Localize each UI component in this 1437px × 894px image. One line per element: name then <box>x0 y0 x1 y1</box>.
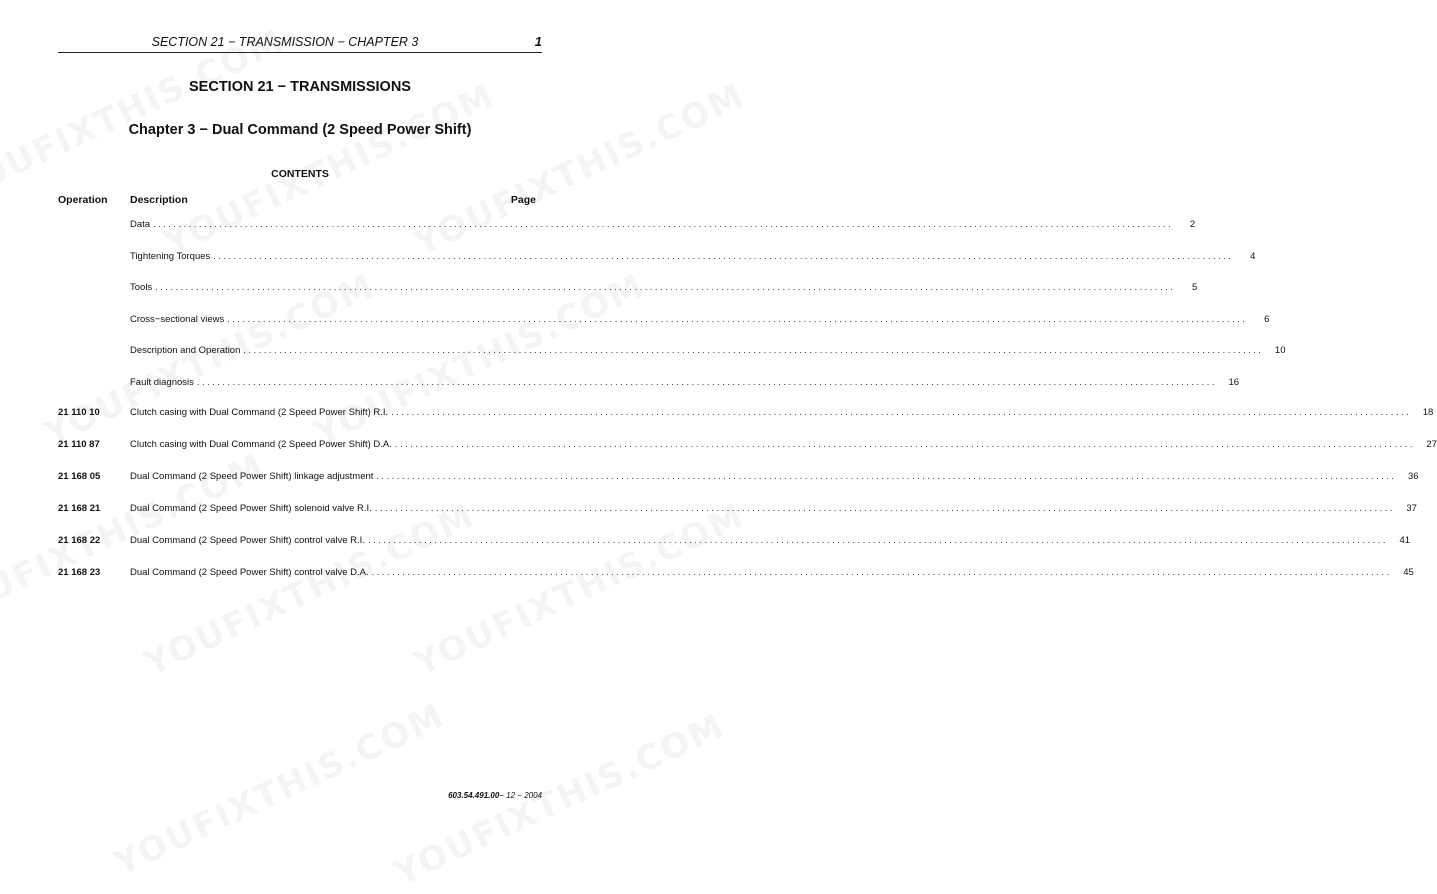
watermark <box>408 496 751 684</box>
page-footer <box>448 791 542 800</box>
page-header <box>58 34 542 53</box>
toc-entry[interactable] <box>58 219 1196 233</box>
dot-leader: ........................................................................................................................................................................................................ <box>243 345 1264 355</box>
column-header-operation: Operation <box>58 194 108 206</box>
entry-page: 10 <box>1274 345 1286 356</box>
dot-leader: ........................................................................................................................................................................................................ <box>394 439 1415 449</box>
dot-leader: ........................................................................................................................................................................................................ <box>376 471 1397 481</box>
dot-leader: ........................................................................................................................................................................................................ <box>153 219 1174 229</box>
contents-heading: CONTENTS <box>271 168 329 180</box>
entry-page: 37 <box>1406 503 1417 514</box>
entry-page: 4 <box>1250 251 1256 262</box>
entry-page: 5 <box>1192 282 1198 293</box>
entry-page: 27 <box>1426 439 1437 450</box>
dot-leader: ........................................................................................................................................................................................................ <box>371 567 1392 577</box>
operation-code: 21 110 87 <box>58 439 100 450</box>
entry-page: 6 <box>1264 314 1270 325</box>
watermark <box>138 496 481 684</box>
operation-code: 21 168 22 <box>58 535 101 546</box>
toc-entry[interactable] <box>58 567 1414 581</box>
entry-description: Description and Operation <box>130 345 241 356</box>
entry-description: Dual Command (2 Speed Power Shift) linkage adjustment <box>130 471 374 482</box>
toc-entry[interactable] <box>58 282 1198 296</box>
entry-description: Data <box>130 219 151 230</box>
operation-code: 21 168 05 <box>58 471 101 482</box>
operation-code: 21 168 23 <box>58 567 101 578</box>
operation-code: 21 110 10 <box>58 407 100 418</box>
entry-page: 36 <box>1407 471 1419 482</box>
entry-description: Clutch casing with Dual Command (2 Speed Power Shift) R.I. <box>130 407 389 418</box>
toc-entry[interactable] <box>58 503 1417 517</box>
toc-entry[interactable] <box>58 251 1256 265</box>
dot-leader: ........................................................................................................................................................................................................ <box>196 377 1218 387</box>
entry-description: Fault diagnosis <box>130 377 194 388</box>
header-title: SECTION 21 − TRANSMISSION − CHAPTER 3 <box>151 35 419 49</box>
toc-entry[interactable] <box>58 345 1286 359</box>
watermark <box>388 706 731 894</box>
entry-description: Tools <box>130 282 153 293</box>
entry-description: Dual Command (2 Speed Power Shift) control valve D.A. <box>130 567 369 578</box>
dot-leader: ........................................................................................................................................................................................................ <box>213 251 1234 261</box>
entry-description: Dual Command (2 Speed Power Shift) control valve R.I. <box>130 535 365 546</box>
column-header-page: Page <box>510 194 536 206</box>
section-title: SECTION 21 − TRANSMISSIONS <box>189 79 411 95</box>
entry-page: 16 <box>1228 377 1240 388</box>
entry-description: Dual Command (2 Speed Power Shift) solenoid valve R.I. <box>130 503 372 514</box>
toc-entry[interactable] <box>58 314 1270 328</box>
column-header-description: Description <box>130 194 188 206</box>
chapter-title: Chapter 3 − Dual Command (2 Speed Power Shift) <box>128 122 472 138</box>
entry-description: Cross−sectional views <box>130 314 225 325</box>
entry-page: 45 <box>1403 567 1414 578</box>
entry-page: 2 <box>1189 219 1196 230</box>
dot-leader: ........................................................................................................................................................................................................ <box>155 282 1176 292</box>
dot-leader: ........................................................................................................................................................................................................ <box>391 407 1412 417</box>
toc-entry[interactable] <box>58 471 1419 485</box>
toc-entry[interactable] <box>58 377 1240 391</box>
toc-entry[interactable] <box>58 407 1434 421</box>
header-page-number: 1 <box>534 34 542 49</box>
document-number: 603.54.491.00 <box>448 791 500 800</box>
toc-entry[interactable] <box>58 535 1411 549</box>
entry-description: Tightening Torques <box>130 251 211 262</box>
toc-entry[interactable] <box>58 439 1437 453</box>
dot-leader: ........................................................................................................................................................................................................ <box>367 535 1389 545</box>
entry-page: 18 <box>1422 407 1434 418</box>
document-date: − 12 − 2004 <box>499 791 542 800</box>
dot-leader: ........................................................................................................................................................................................................ <box>227 314 1248 324</box>
watermark <box>108 696 451 884</box>
operation-code: 21 168 21 <box>58 503 101 514</box>
entry-page: 41 <box>1399 535 1411 546</box>
dot-leader: ........................................................................................................................................................................................................ <box>374 503 1395 513</box>
entry-description: Clutch casing with Dual Command (2 Speed Power Shift) D.A. <box>130 439 392 450</box>
